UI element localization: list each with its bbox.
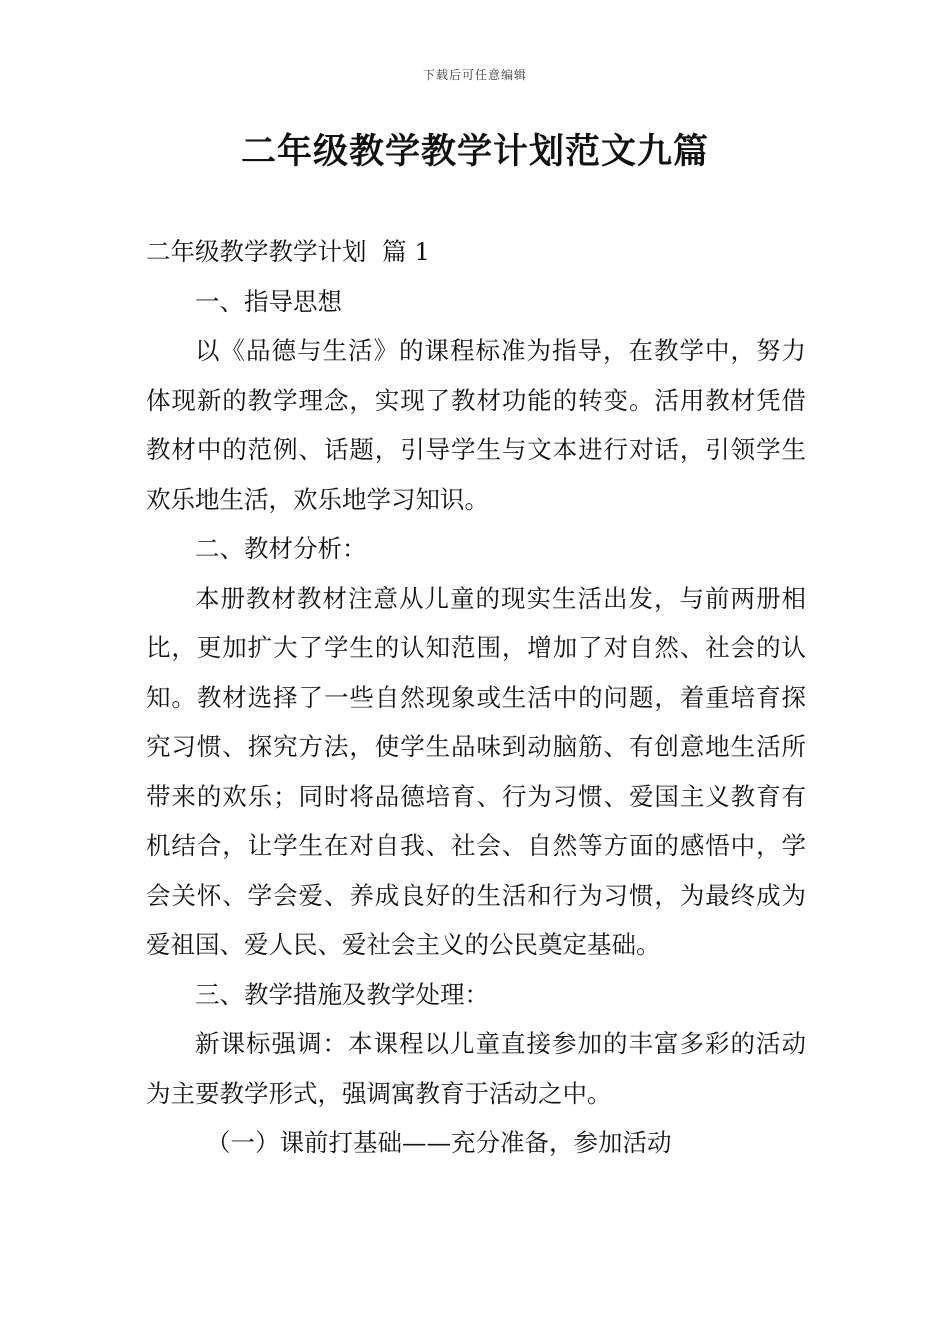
paragraph-guiding-thought: 以《品德与生活》的课程标准为指导，在教学中，努力体现新的教学理念，实现了教材功能的转变。活用教材凭借教材中的范例、话题，引导学生与文本进行对话，引领学生欢乐地生活，欢乐地学习知识。	[146, 336, 806, 514]
paragraph-textbook-analysis: 本册教材教材注意从儿童的现实生活出发，与前两册相比，更加扩大了学生的认知范围，增加了对自然、社会的认知。教材选择了一些自然现象或生活中的问题，着重培育探究习惯、探究方法，使学生品味到动脑筋、有创意地生活所带来的欢乐；同时将品德培育、行为习惯、爱国主义教育有机结合，让学生在对自我、社会、自然等方面的感悟中，学会关怀、学会爱、养成良好的生活和行为习惯，为最终成为爱祖国、爱人民、爱社会主义的公民奠定基础。	[146, 583, 806, 959]
header-note: 下载后可任意编辑	[422, 68, 527, 82]
heading-guiding-thought: 一、指导思想	[195, 286, 342, 316]
heading-teaching-measures: 三、教学措施及教学处理：	[195, 979, 489, 1009]
document-title: 二年级教学教学计划范文九篇	[240, 131, 709, 172]
paragraph-teaching-measures: 新课标强调：本课程以儿童直接参加的丰富多彩的活动为主要教学形式，强调寓教育于活动之中。	[146, 1029, 806, 1108]
section-title: 二年级教学教学计划 篇 1	[146, 237, 430, 266]
document-body	[146, 227, 806, 1168]
heading-textbook-analysis: 二、教材分析：	[195, 534, 367, 563]
subheading-pre-class: （一）课前打基础——充分准备，参加活动	[206, 1128, 672, 1157]
